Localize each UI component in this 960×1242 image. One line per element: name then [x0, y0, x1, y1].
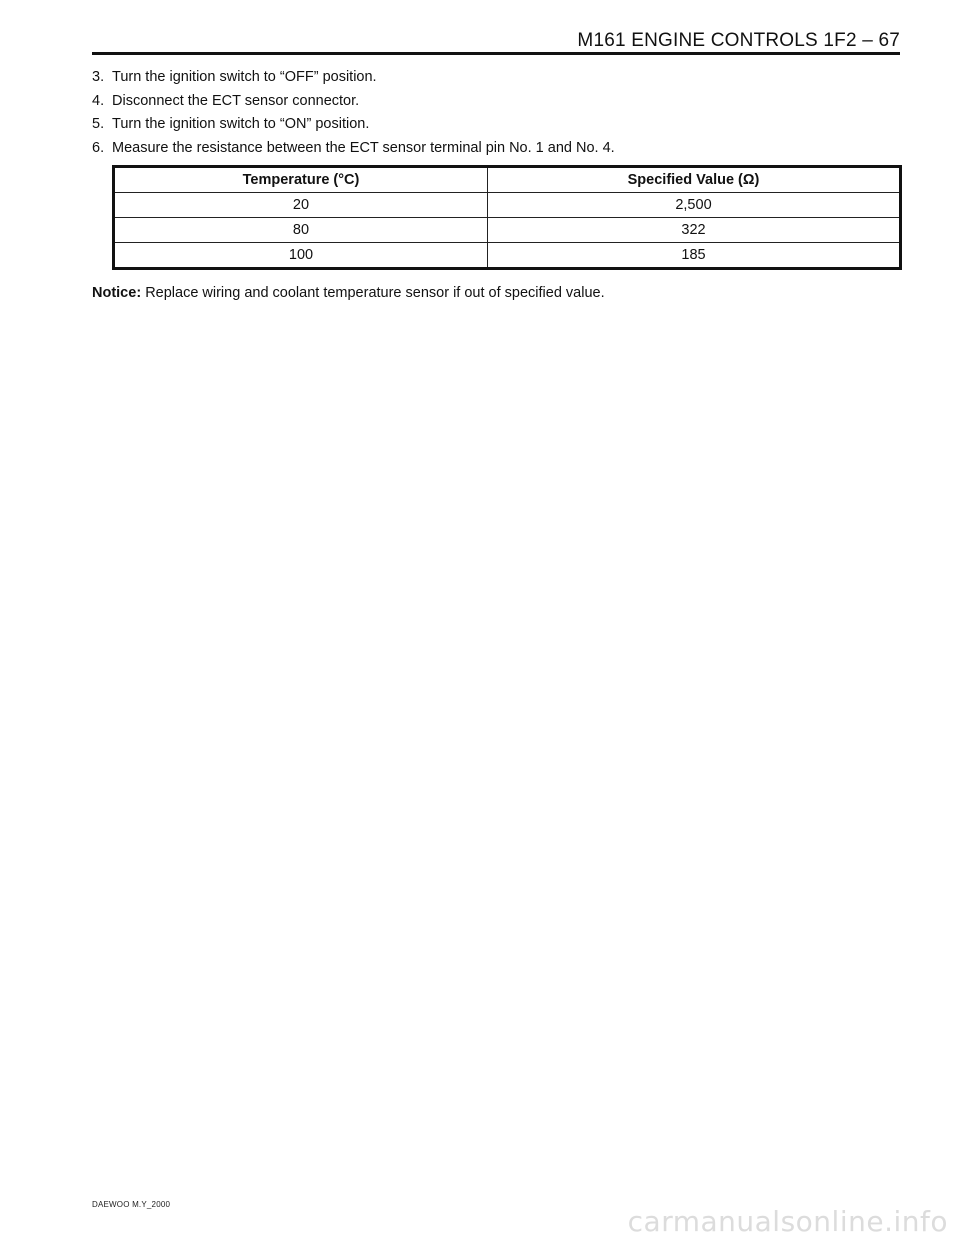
step-text: Disconnect the ECT sensor connector. — [112, 92, 360, 109]
step-item — [92, 113, 902, 137]
temperature-cell: 80 — [114, 218, 488, 243]
procedure-steps — [92, 66, 902, 160]
table-row — [114, 193, 901, 218]
notice-paragraph — [92, 282, 605, 304]
temperature-cell: 100 — [114, 243, 488, 269]
step-text: Turn the ignition switch to “ON” position. — [112, 116, 370, 132]
step-number: 5. — [92, 116, 105, 132]
table-header-row — [114, 167, 901, 193]
step-item — [92, 137, 902, 161]
step-item — [92, 66, 902, 90]
step-number: 3. — [92, 69, 105, 85]
column-header-temperature: Temperature (°C) — [114, 167, 488, 193]
step-number: 4. — [92, 92, 105, 109]
table-row — [114, 218, 901, 243]
step-item — [92, 90, 902, 114]
step-text: Measure the resistance between the ECT sensor terminal pin No. 1 and No. 4. — [112, 139, 615, 156]
value-cell: 185 — [488, 243, 901, 269]
temperature-cell: 20 — [114, 193, 488, 218]
step-text: Turn the ignition switch to “OFF” position. — [112, 69, 377, 85]
table-row — [114, 243, 901, 269]
value-cell: 2,500 — [488, 193, 901, 218]
value-cell: 322 — [488, 218, 901, 243]
step-number: 6. — [92, 139, 105, 156]
notice-label: Notice: — [92, 285, 142, 301]
watermark: carmanualsonline.info — [627, 1205, 948, 1238]
page-footer: DAEWOO M.Y_2000 — [92, 1200, 171, 1209]
page-title: M161 ENGINE CONTROLS 1F2 – 67 — [577, 30, 900, 51]
page-header — [92, 30, 900, 55]
notice-text: Replace wiring and coolant temperature sensor if out of specified value. — [145, 285, 605, 301]
resistance-spec-table — [112, 165, 902, 270]
column-header-specified-value: Specified Value (Ω) — [488, 167, 901, 193]
